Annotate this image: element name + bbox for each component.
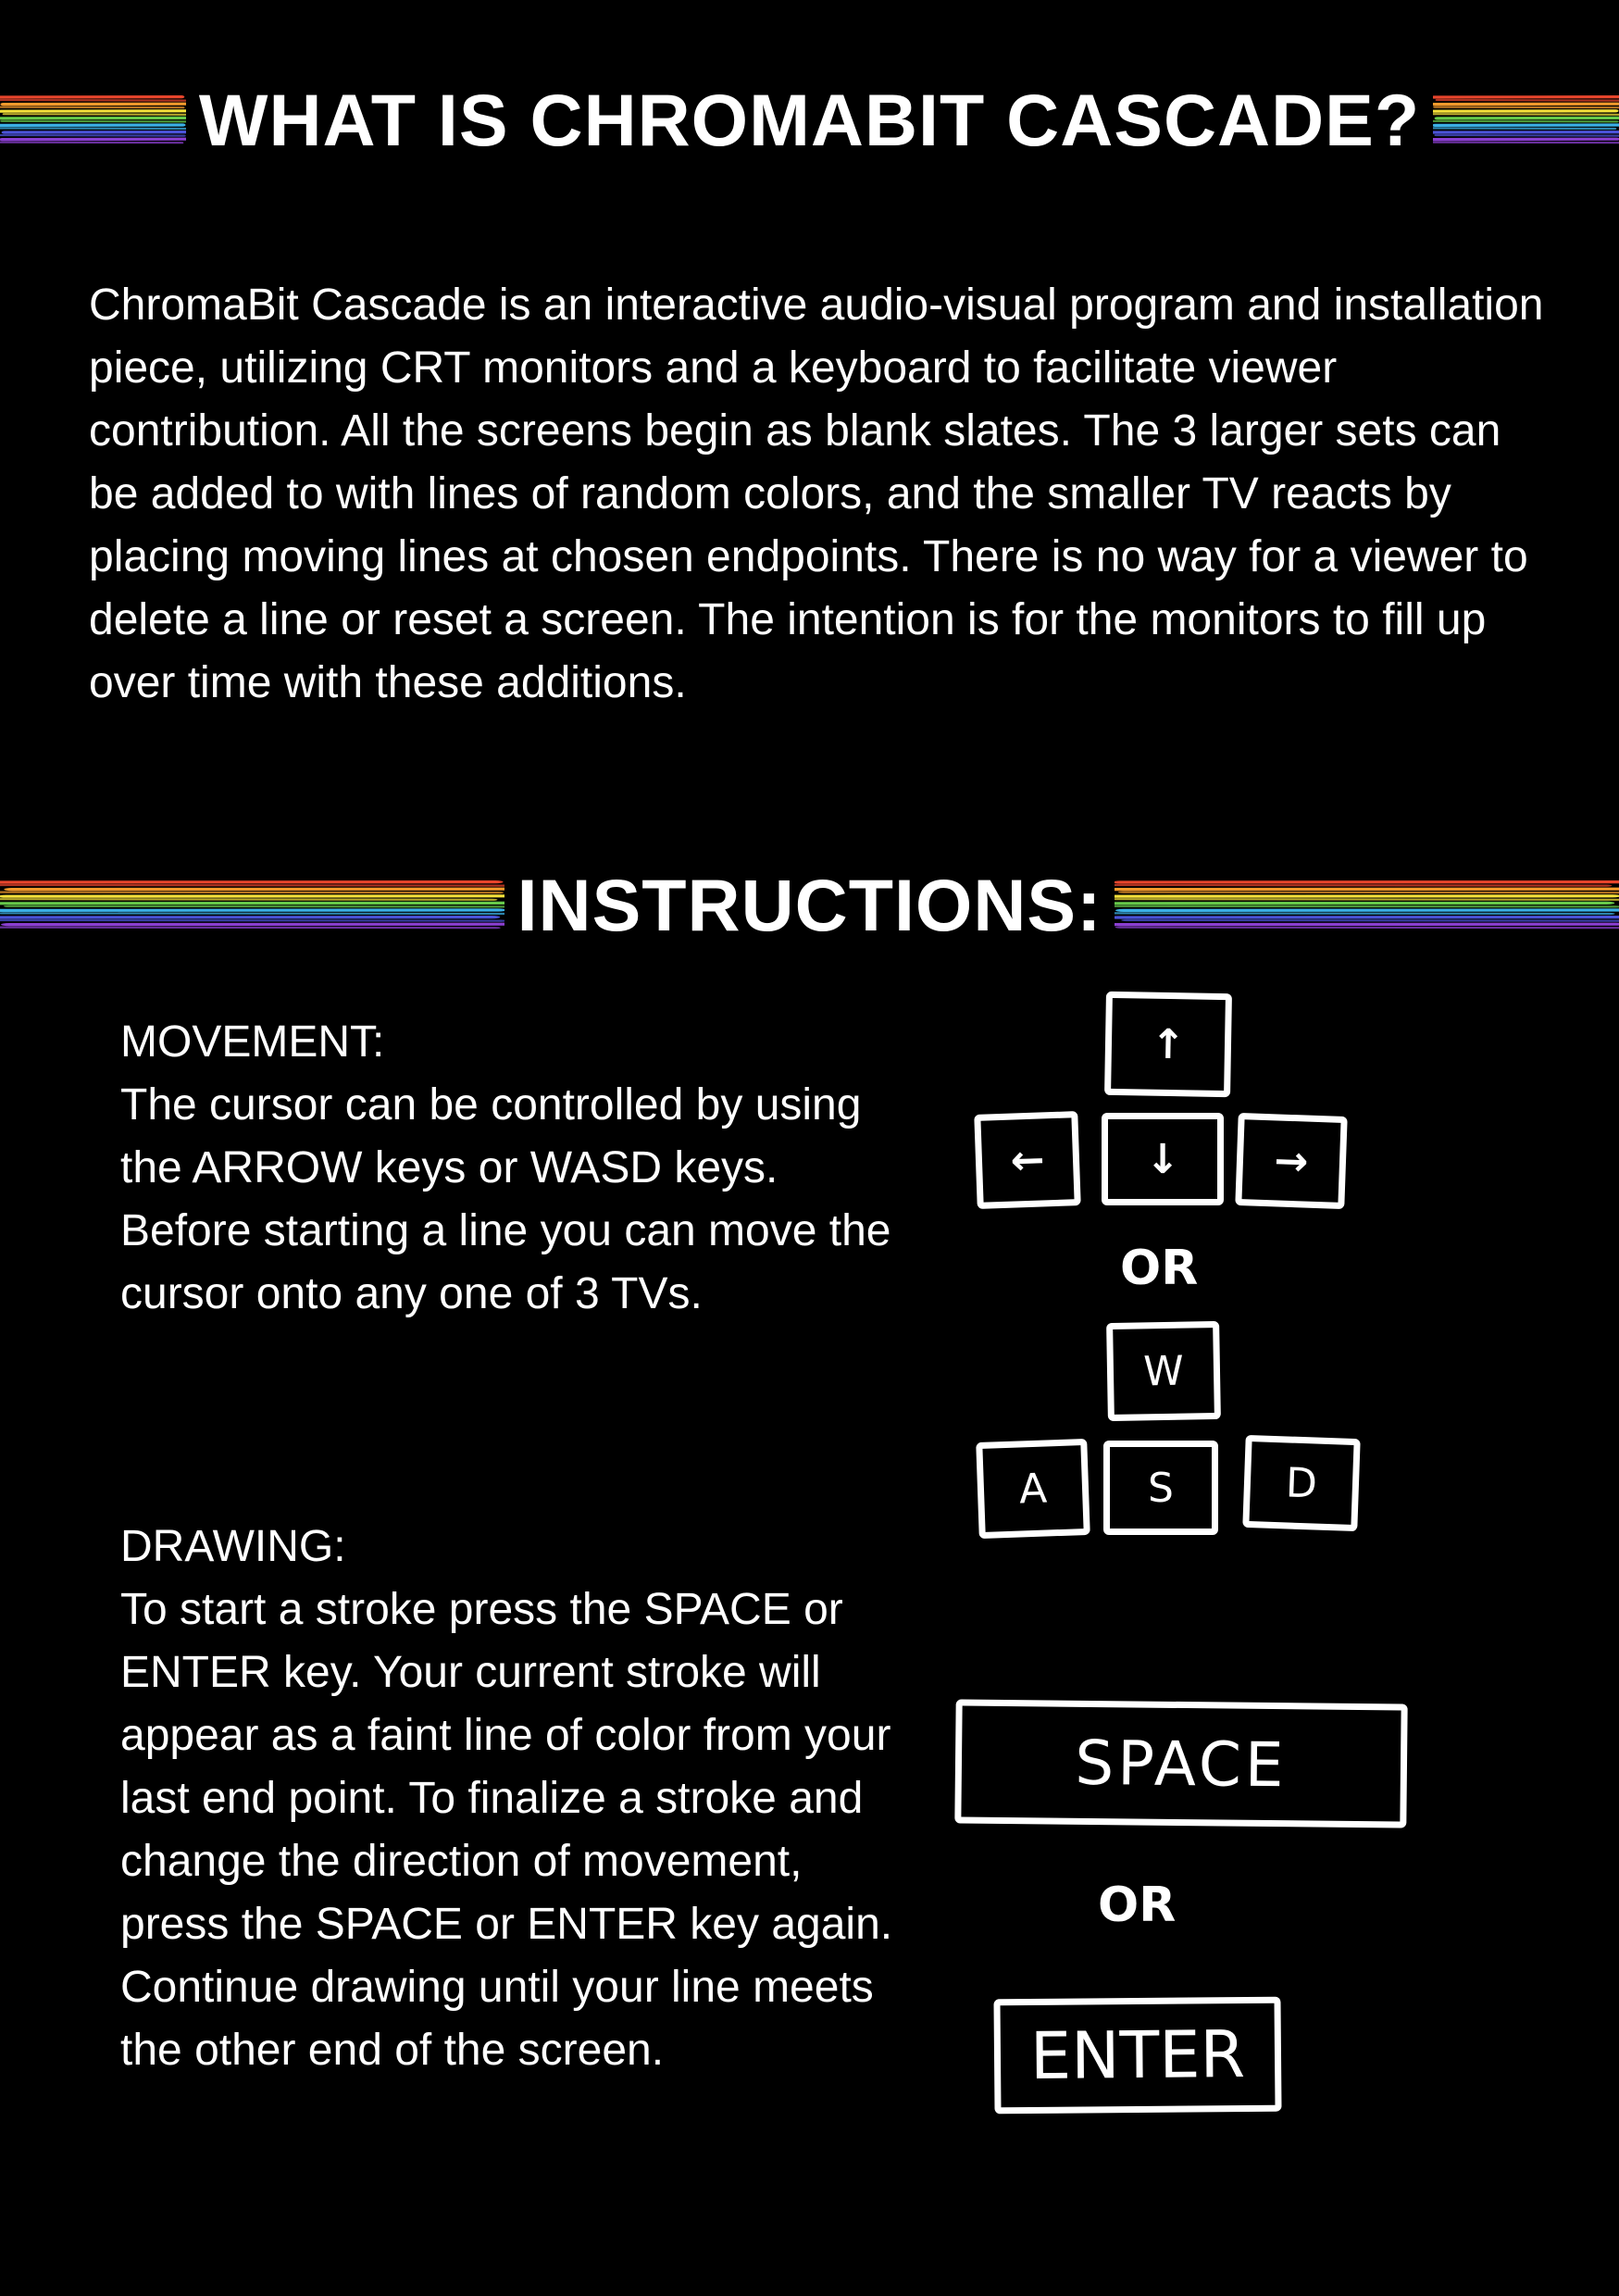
arrow-up-icon: ↑ xyxy=(1151,1020,1186,1068)
rainbow-stroke xyxy=(1115,905,1615,906)
movement-text: The cursor can be controlled by using the ARROW keys or WASD keys. Before starting a line you can move the cursor onto any one of 3 TVs. xyxy=(120,1080,891,1318)
space-key: SPACE xyxy=(954,1699,1407,1828)
drawing-section xyxy=(120,1516,916,2082)
rainbow-stroke xyxy=(0,899,492,900)
a-key: A xyxy=(976,1439,1090,1539)
arrow-down-icon: ↓ xyxy=(1145,1135,1180,1183)
arrow-left-key xyxy=(974,1111,1080,1209)
rainbow-streak-right xyxy=(1433,92,1619,149)
rainbow-stroke xyxy=(1436,106,1619,107)
what-is-heading-row xyxy=(0,79,1619,161)
drawing-label: DRAWING: xyxy=(120,1522,346,1571)
rainbow-stroke xyxy=(1437,135,1619,136)
or-label: OR xyxy=(1120,1241,1199,1296)
instructions-heading-row xyxy=(0,864,1619,946)
rainbow-stroke xyxy=(0,920,501,921)
movement-label: MOVEMENT: xyxy=(120,1017,385,1067)
rainbow-stroke xyxy=(1127,920,1619,921)
rainbow-stroke xyxy=(1115,913,1610,914)
rainbow-stroke xyxy=(1121,927,1619,928)
what-is-heading: WHAT IS CHROMABIT CASCADE? xyxy=(198,79,1421,161)
rainbow-streak-right xyxy=(1115,877,1619,934)
arrow-down-key xyxy=(1102,1113,1224,1205)
d-key: D xyxy=(1242,1435,1360,1531)
rainbow-stroke xyxy=(1433,128,1614,129)
instructions-heading: INSTRUCTIONS: xyxy=(517,864,1102,946)
rainbow-stroke xyxy=(1433,114,1619,115)
rainbow-stroke xyxy=(1118,899,1619,900)
movement-section xyxy=(120,1011,916,1326)
rainbow-stroke xyxy=(0,106,182,107)
rainbow-stroke xyxy=(1438,100,1619,101)
rainbow-stroke xyxy=(9,905,504,906)
rainbow-stroke xyxy=(0,885,504,886)
enter-key: ENTER xyxy=(993,1997,1281,2115)
arrow-right-icon: → xyxy=(1273,1136,1310,1186)
rainbow-stroke xyxy=(0,927,495,928)
rainbow-streak-left xyxy=(0,92,186,149)
rainbow-streak-left xyxy=(0,877,504,934)
rainbow-stroke xyxy=(1434,142,1619,143)
or-label: OR xyxy=(1098,1878,1177,1933)
rainbow-stroke xyxy=(1433,120,1617,121)
s-key: S xyxy=(1103,1441,1218,1535)
rainbow-stroke xyxy=(0,128,186,129)
intro-paragraph: ChromaBit Cascade is an interactive audio-visual program and installation piece, utilizing CRT monitors and a keyboard to facilitate viewer contribution. All the screens begin as blank slates. The 3 larger sets can be added to with lines of random colors, and the smaller TV reacts by placing moving lines at chosen endpoints. There is no way for a viewer to delete a line or reset a screen. The intention is for the monitors to fill up over time with these additions. xyxy=(89,281,1544,707)
rainbow-stroke xyxy=(1115,885,1607,886)
arrow-left-icon: ← xyxy=(1009,1135,1046,1185)
arrow-right-key xyxy=(1235,1113,1347,1209)
rainbow-stroke xyxy=(3,913,504,914)
drawing-text: To start a stroke press the SPACE or ENTER key. Your current stroke will appear as a faint line of color from your last end point. To finalize a stroke and change the direction of movement, press the SPACE or ENTER key again. Continue drawing until your line meets the other end of the screen. xyxy=(120,1585,893,2075)
rainbow-stroke xyxy=(0,100,185,101)
rainbow-stroke xyxy=(5,114,186,115)
rainbow-stroke xyxy=(0,142,181,143)
rainbow-stroke xyxy=(2,120,186,121)
rainbow-stroke xyxy=(0,135,184,136)
arrow-up-key xyxy=(1104,992,1232,1097)
w-key: W xyxy=(1106,1321,1221,1421)
